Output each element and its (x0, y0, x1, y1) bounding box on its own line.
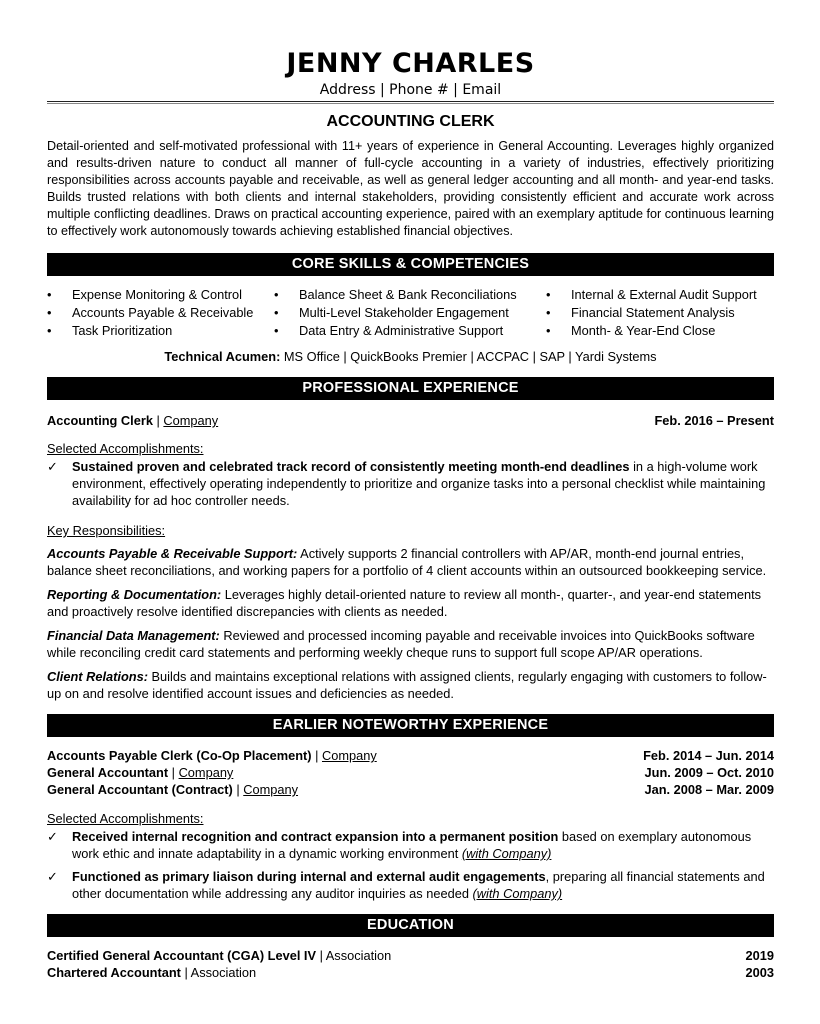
separator: | (232, 782, 244, 797)
job-row (47, 781, 774, 798)
section-professional-experience: PROFESSIONAL EXPERIENCE (47, 377, 774, 400)
resume-page (47, 48, 774, 981)
target-role: ACCOUNTING CLERK (326, 113, 495, 130)
responsibility-label: Reporting & Documentation: (47, 587, 222, 602)
responsibility-text: Reviewed and processed incoming payable and receivable invoices into QuickBooks software while reconciling credit card statements and performing weekly cheque runs to support full scope AP/AR operations. (47, 628, 755, 660)
skill-item: • Expense Monitoring & Control (47, 286, 274, 304)
tech-value: MS Office | QuickBooks Premier | ACCPAC | SAP | Yardi Systems (280, 349, 657, 364)
company-link[interactable]: Company (243, 782, 299, 797)
accomplishments-heading: Selected Accomplishments: (47, 441, 204, 456)
candidate-name: JENNY CHARLES (286, 48, 535, 79)
job-title: General Accountant (47, 765, 169, 780)
accomplishment-item (47, 868, 774, 902)
skills-column-2 (274, 286, 546, 340)
accomplishments-list (47, 828, 774, 902)
accomplishment-text: in a high-volume work environment, effectively operating independently to prioritize and organize tasks into a personal checklist while maintaining availability for ad hoc controller needs. (72, 459, 766, 508)
responsibility-label: Accounts Payable & Receivable Support: (47, 546, 298, 561)
responsibility-item (47, 668, 774, 702)
separator: | (180, 965, 191, 980)
skill-item: • Accounts Payable & Receivable (47, 304, 274, 322)
responsibility-label: Client Relations: (47, 669, 148, 684)
accomplishment-item (47, 458, 774, 509)
skill-item: • Month- & Year-End Close (546, 322, 774, 340)
job-dates: Feb. 2014 – Jun. 2014 (643, 748, 774, 763)
responsibility-label: Financial Data Management: (47, 628, 220, 643)
responsibility-item (47, 627, 774, 661)
company-tag-link[interactable]: (with Company) (461, 846, 552, 861)
job-dates: Jun. 2009 – Oct. 2010 (644, 765, 774, 780)
separator: | (311, 748, 322, 763)
education-heading (47, 947, 391, 964)
job-row (47, 764, 774, 781)
responsibilities-heading: Key Responsibilities: (47, 523, 166, 538)
accomplishment-text: , preparing all financial statements and other documentation while addressing any auditor inquiries as needed (72, 869, 765, 901)
credential-year: 2003 (745, 965, 774, 980)
company-link[interactable]: Company (321, 748, 377, 763)
credential-org: Association (190, 965, 257, 980)
accomplishment-text: based on exemplary autonomous work ethic and innate adaptability in a dynamic working environment (72, 829, 752, 861)
job-heading (47, 412, 218, 429)
responsibility-item (47, 545, 774, 579)
responsibility-item (47, 586, 774, 620)
job-heading (47, 764, 233, 781)
skills-column-3 (546, 286, 774, 340)
checkmark-icon: ✓ (47, 829, 58, 844)
job-row (47, 412, 774, 429)
checkmark-icon: ✓ (47, 459, 58, 474)
credential-org: Association (325, 948, 392, 963)
skills-list (47, 286, 774, 340)
responsibility-text: Actively supports 2 financial controllers with AP/AR, month-end journal entries, balance sheet reconciliations, and working papers for a portfolio of 4 client accounts within an outsourced bookkeeping service. (47, 546, 767, 578)
education-row (47, 947, 774, 964)
accomplishment-item (47, 828, 774, 862)
professional-summary: Detail-oriented and self-motivated professional with 11+ years of experience in General Accounting. Leverages highly organized and results-driven nature to conduct all manner of full-cycle accounting in a variety of industries, effectively prioritizing responsibilities across accounts payable and receivable, as well as general ledger accounting and all month- and year-end tasks. Builds trusted relations with both clients and internal stakeholders, providing consistently efficient and accurate work across multiple conflicting deadlines. Draws on practical accounting experience, paired with an exemplary aptitude for continuous learning to effectively work autonomously towards achieving established financial objectives. (47, 139, 774, 238)
education-heading (47, 964, 256, 981)
skill-item: • Data Entry & Administrative Support (274, 322, 546, 340)
separator: | (152, 413, 164, 428)
education-row (47, 964, 774, 981)
accomplishment-highlight: Received internal recognition and contract expansion into a permanent position (72, 829, 559, 844)
section-core-skills: CORE SKILLS & COMPETENCIES (47, 253, 774, 276)
section-education: EDUCATION (47, 914, 774, 937)
job-title: General Accountant (Contract) (47, 782, 233, 797)
skill-item: • Task Prioritization (47, 322, 274, 340)
section-earlier-experience: EARLIER NOTEWORTHY EXPERIENCE (47, 714, 774, 737)
accomplishment-highlight: Functioned as primary liaison during internal and external audit engagements (72, 869, 546, 884)
company-link[interactable]: Company (163, 413, 219, 428)
credential-title: Certified General Accountant (CGA) Level IV (47, 948, 317, 963)
job-title: Accounting Clerk (47, 413, 153, 428)
accomplishment-highlight: Sustained proven and celebrated track record of consistently meeting month-end deadlines (72, 459, 630, 474)
header-rule (47, 101, 774, 104)
skill-item: • Balance Sheet & Bank Reconciliations (274, 286, 546, 304)
tech-label: Technical Acumen: (164, 349, 281, 364)
accomplishments-list (47, 458, 774, 509)
job-dates: Feb. 2016 – Present (654, 413, 774, 428)
technical-acumen (47, 348, 774, 366)
skill-item: • Financial Statement Analysis (546, 304, 774, 322)
company-tag-link[interactable]: (with Company) (472, 886, 563, 901)
accomplishments-heading: Selected Accomplishments: (47, 811, 204, 826)
separator: | (168, 765, 179, 780)
responsibility-text: Builds and maintains exceptional relations with assigned clients, regularly engaging with customers to follow-up on and resolve identified account issues and deficiencies as needed. (47, 669, 767, 701)
job-row (47, 747, 774, 764)
skill-item: • Internal & External Audit Support (546, 286, 774, 304)
checkmark-icon: ✓ (47, 869, 58, 884)
skills-column-1 (47, 286, 274, 340)
credential-year: 2019 (745, 948, 774, 963)
job-heading (47, 747, 377, 764)
contact-line: Address | Phone # | Email (319, 82, 502, 98)
job-heading (47, 781, 298, 798)
job-dates: Jan. 2008 – Mar. 2009 (644, 782, 774, 797)
company-link[interactable]: Company (178, 765, 234, 780)
separator: | (316, 948, 326, 963)
skill-item: • Multi-Level Stakeholder Engagement (274, 304, 546, 322)
job-title: Accounts Payable Clerk (Co-Op Placement) (47, 748, 312, 763)
responsibility-text: Leverages highly detail-oriented nature to review all month-, quarter-, and year-end statements and proactively resolve identified discrepancies with clients as needed. (47, 587, 762, 619)
credential-title: Chartered Accountant (47, 965, 181, 980)
